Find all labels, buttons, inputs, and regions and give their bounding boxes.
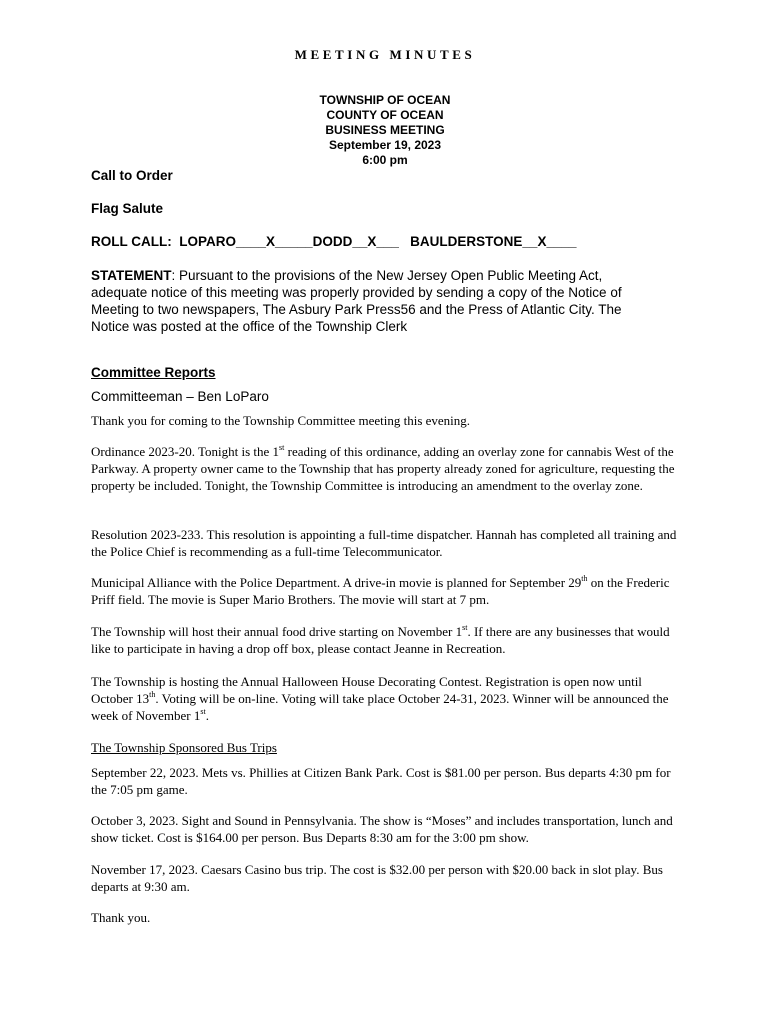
statement-paragraph (91, 267, 651, 335)
document-title: MEETING MINUTES (294, 47, 476, 62)
closing-text: Thank you. (91, 910, 151, 925)
report-paragraph-ordinance (91, 443, 681, 494)
bus-trips-heading: The Township Sponsored Bus Trips (91, 740, 277, 755)
ordinal-suffix: st (200, 706, 206, 716)
flag-salute-heading: Flag Salute (91, 201, 164, 216)
ordinal-suffix: th (149, 689, 156, 699)
statement-text: : Pursuant to the provisions of the New Jersey Open Public Meeting Act, adequate notice of this meeting was properly provided by sending a copy of the Notice of Meeting to two newspapers, The Asbury Park Press56 and the Press of Atlantic City. The Notice was posted at the office of the Township Clerk (91, 268, 622, 334)
report-paragraph-thanks: Thank you for coming to the Township Committee meeting this evening. (91, 413, 471, 428)
paragraph-text: Municipal Alliance with the Police Department. A drive-in movie is planned for September 29 (91, 575, 582, 590)
report-paragraph-halloween (91, 673, 681, 724)
roll-call-line (91, 234, 576, 249)
paragraph-text: . Voting will be on-line. Voting will take place October 24-31, 2023. Winner will be announced the week of November 1 (91, 691, 669, 723)
header-meeting-type: BUSINESS MEETING (325, 123, 445, 137)
ordinal-suffix: st (279, 442, 285, 452)
paragraph-text: reading of this ordinance, adding an overlay zone for cannabis West of the Parkway. A property owner came to the Township that has property already zoned for agriculture, requesting the property be included. Tonight, the Township Committee is introducing an amendment to the overlay zone. (91, 444, 675, 493)
ordinal-suffix: st (462, 622, 468, 632)
paragraph-text: The Township will host their annual food drive starting on November 1 (91, 624, 463, 639)
bus-trip-item: September 22, 2023. Mets vs. Phillies at Citizen Bank Park. Cost is $81.00 per person. Bus departs 4:30 pm for the 7:05 pm game. (91, 765, 671, 797)
meeting-header (0, 93, 770, 168)
roll-call-member-name: BAULDERSTONE (410, 234, 523, 249)
report-paragraph-alliance (91, 574, 681, 608)
paragraph-text: . If there are any businesses that would like to participate in having a drop off box, please contact Jeanne in Recreation. (91, 624, 670, 656)
header-county: COUNTY OF OCEAN (326, 108, 444, 122)
roll-call-member-mark: __X____ (522, 234, 577, 249)
roll-call-member-mark: ____X_____ (236, 234, 313, 249)
header-time: 6:00 pm (362, 153, 408, 167)
committee-reports-heading: Committee Reports (91, 365, 216, 380)
report-paragraph-resolution: Resolution 2023-233. This resolution is appointing a full-time dispatcher. Hannah has completed all training and the Police Chief is recommending as a full-time Telecommunicator. (91, 527, 677, 559)
roll-call-member-name: DODD (312, 234, 353, 249)
bus-trip-item: November 17, 2023. Caesars Casino bus trip. The cost is $32.00 per person with $20.00 back in slot play. Bus departs at 9:30 am. (91, 862, 663, 894)
paragraph-text: The Township is hosting the Annual Halloween House Decorating Contest. Registration is open now until October 13 (91, 674, 642, 706)
committeeman-name: Committeeman – Ben LoParo (91, 389, 269, 404)
paragraph-text: on the Frederic Priff field. The movie is Super Mario Brothers. The movie will start at 7 pm. (91, 575, 670, 607)
header-township: TOWNSHIP OF OCEAN (319, 93, 451, 107)
roll-call-member-mark: __X___ (352, 234, 399, 249)
call-to-order-heading: Call to Order (91, 168, 173, 183)
roll-call-label: ROLL CALL: (91, 234, 172, 249)
statement-label: STATEMENT (91, 268, 172, 283)
ordinal-suffix: th (581, 573, 588, 583)
bus-trip-item: October 3, 2023. Sight and Sound in Pennsylvania. The show is “Moses” and includes transportation, lunch and show ticket. Cost is $164.00 per person. Bus Departs 8:30 am for the 3:00 pm show. (91, 813, 673, 845)
paragraph-text: . (205, 708, 209, 723)
header-date: September 19, 2023 (328, 138, 442, 152)
report-paragraph-food-drive (91, 623, 681, 657)
roll-call-member-name: LOPARO (179, 234, 237, 249)
paragraph-text: Ordinance 2023-20. Tonight is the 1 (91, 444, 280, 459)
